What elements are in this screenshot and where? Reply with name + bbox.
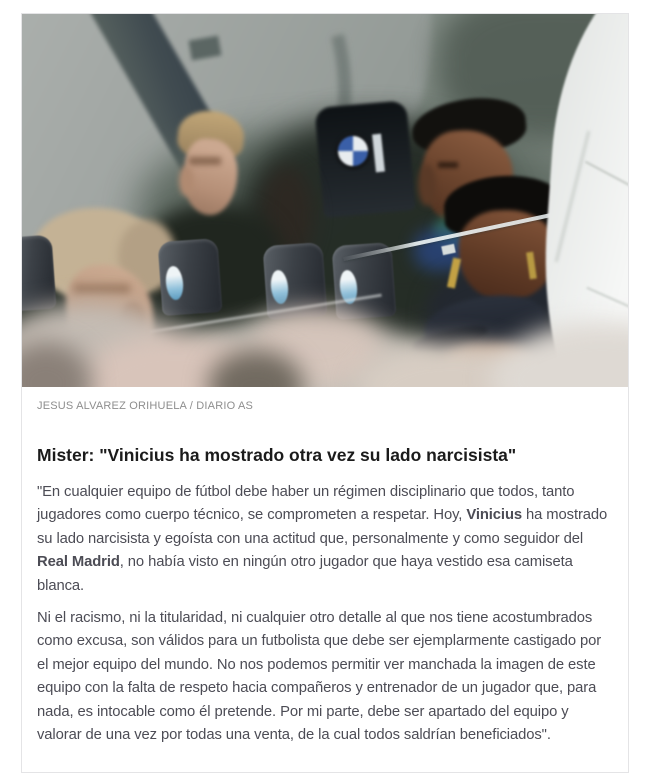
bold-club-name: Real Madrid bbox=[37, 554, 120, 571]
player-blond-brow bbox=[189, 157, 221, 165]
article-photo bbox=[22, 14, 628, 387]
player-blond-profile bbox=[179, 166, 194, 196]
paragraph-text: ha mostrado su lado narcisista y egoísta con una actitud que, personalmente y como seguidor del bbox=[37, 507, 608, 547]
bmw-logo bbox=[334, 132, 372, 170]
front-row-headrest bbox=[22, 235, 57, 312]
article-card bbox=[21, 13, 629, 773]
player-dark-upper-profile bbox=[418, 164, 436, 206]
bold-player-name: Vinicius bbox=[466, 507, 523, 524]
player-dark-upper-eye bbox=[438, 162, 458, 168]
photo-credit: JESUS ALVAREZ ORIHUELA / DIARIO AS bbox=[37, 400, 254, 412]
article-paragraph bbox=[37, 481, 613, 598]
player-curly-brow bbox=[74, 284, 130, 294]
paragraph-text: , no había visto en ningún otro jugador que haya vestido esa camiseta blanca. bbox=[37, 554, 573, 594]
paragraph-text: "En cualquier equipo de fútbol debe haber un régimen disciplinario que todos, tanto jugadores como cuerpo técnico, se comprometen a respetar. Hoy, bbox=[37, 484, 575, 524]
paragraph-text: Ni el racismo, ni la titularidad, ni cualquier otro detalle al que nos tiene acostumbrados como excusa, son válidos para un futbolista que debe ser ejemplarmente castigado por el mejor equipo del mundo. No nos podemos permitir ver manchada la imagen de este equipo con la falta de respeto hacia compañeros y entrenador de un jugador que, para nada, es intocable como él pretende. Por mi parte, debe ser apartado del equipo y valorar de una vez por todas una venta, de la cual todos saldrían beneficiados". bbox=[37, 610, 602, 744]
article-paragraph bbox=[37, 607, 613, 747]
article-headline: Mister: "Vinicius ha mostrado otra vez su lado narcisista" bbox=[37, 445, 517, 465]
